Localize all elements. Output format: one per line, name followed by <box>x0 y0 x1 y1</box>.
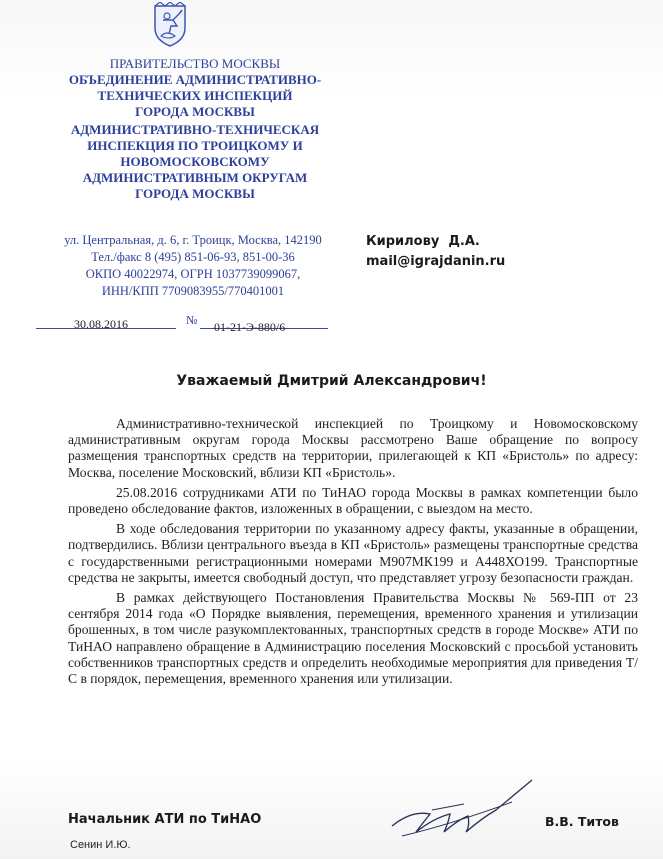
paragraph: В ходе обследования территории по указанному адресу факты, указанные в обращении, подтвердились. Вблизи центрального въезда в КП «Бристоль» размещены транспортные средства с государственными регистрационными номерами М907МК199 и А448ХО199. Транспортные средства не закрыты, имеется свободный доступ, что представляет угрозу безопасности граждан. <box>68 521 638 585</box>
paragraph: В рамках действующего Постановления Правительства Москвы № 569-ПП от 23 сентября 2014 года «О Порядке выявления, перемещения, временного хранения и утилизации брошенных, в том числе разукомплектованных, транспортных средств в городе Москве» АТИ по ТиНАО направлено обращение в Администрацию поселения Московский с просьбой установить собственников транспортных средств и определить необходимые мероприятия для приведения Т/С в порядок, перемещения, временного хранения или утилизации. <box>68 590 638 687</box>
salutation: Уважаемый Дмитрий Александрович! <box>176 373 487 389</box>
signer-position: Начальник АТИ по ТиНАО <box>68 812 262 827</box>
registration-number: 01-21-Э-880/6 <box>214 320 286 334</box>
paragraph: 25.08.2016 сотрудниками АТИ по ТиНАО города Москвы в рамках компетенции было проведено обследование фактов, изложенных в обращении, с выездом на место. <box>68 484 638 517</box>
handwritten-signature <box>372 774 542 844</box>
inspection-line: ГОРОДА МОСКВЫ <box>135 186 255 201</box>
address-line: ул. Центральная, д. 6, г. Троицк, Москва, 142190 <box>64 233 322 247</box>
inspection-line: АДМИНИСТРАТИВНЫМ ОКРУГАМ <box>82 170 308 185</box>
association-line: ГОРОДА МОСКВЫ <box>135 104 255 119</box>
number-sign: № <box>186 313 198 327</box>
inspection-line: АДМИНИСТРАТИВНО-ТЕХНИЧЕСКАЯ <box>70 122 320 137</box>
phone-line: Тел./факс 8 (495) 851-06-93, 851-00-36 <box>91 250 295 264</box>
government-name: ПРАВИТЕЛЬСТВО МОСКВЫ <box>109 56 281 71</box>
recipient-name: Кирилову Д.А. <box>366 234 480 249</box>
executor-name: Сенин И.Ю. <box>70 839 131 851</box>
inspection-line: ИНСПЕКЦИЯ ПО ТРОИЦКОМУ И <box>87 138 303 153</box>
inspection-line: НОВОМОСКОВСКОМУ <box>120 154 270 169</box>
signer-name: В.В. Титов <box>545 814 619 829</box>
registration-date: 30.08.2016 <box>74 317 128 331</box>
association-name <box>30 72 360 120</box>
recipient-block <box>366 232 505 272</box>
inspection-name <box>30 122 360 202</box>
paragraph: Административно-технической инспекцией по Троицкому и Новомосковскому административным округам города Москвы рассмотрено Ваше обращение по вопросу размещения транспортных средств на территории, прилегающей к КП «Бристоль» по адресу: Москва, поселение Московский, вблизи КП «Бристоль». <box>68 416 638 480</box>
letter-body <box>68 416 638 691</box>
moscow-coat-of-arms-icon <box>151 2 189 48</box>
recipient-email: mail@igrajdanin.ru <box>366 254 506 269</box>
association-line: ТЕХНИЧЕСКИХ ИНСПЕКЦИЙ <box>97 88 293 103</box>
okpo-line: ОКПО 40022974, ОГРН 1037739099067, <box>85 267 301 281</box>
letterhead <box>30 56 360 202</box>
association-line: ОБЪЕДИНЕНИЕ АДМИНИСТРАТИВНО- <box>68 72 322 87</box>
inn-line: ИНН/КПП 7709083955/770401001 <box>101 284 285 298</box>
sender-address <box>38 232 348 300</box>
